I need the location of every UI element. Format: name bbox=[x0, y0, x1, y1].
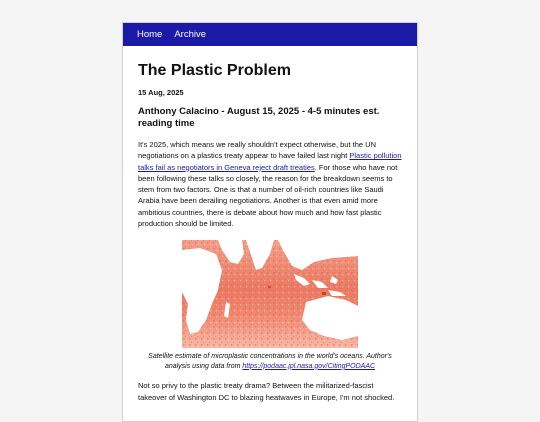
caption-text: Satellite estimate of microplastic concentrations in the world's oceans. Author's analysis using data from bbox=[148, 353, 392, 370]
article-byline: Anthony Calacino - August 15, 2025 - 4-5 minutes est. reading time bbox=[138, 106, 380, 129]
top-nav bbox=[123, 23, 417, 46]
article-paragraph-2: Not so privy to the plastic treaty drama? Between the militarized-fascist takeover of Washington DC to blazing heatwaves in Europe, I'm not shocked. bbox=[138, 381, 395, 402]
article-title: The Plastic Problem bbox=[138, 62, 291, 79]
nav-home-link[interactable]: Home bbox=[137, 29, 163, 40]
nav-archive-link[interactable]: Archive bbox=[174, 29, 207, 40]
microplastic-map-image bbox=[182, 240, 358, 348]
article-content bbox=[123, 61, 417, 403]
paragraph-1-text-before: It's 2025, which means we really shouldn't expect otherwise, but the UN negotiations on a plastics treaty appear to have failed last night bbox=[138, 140, 376, 161]
article-date: 15 Aug, 2025 bbox=[138, 88, 184, 97]
figure-caption bbox=[138, 352, 402, 371]
paragraph-1-text-after: . For those who have not been following these talks so closely, the reason for the breakdown seems to stem from two factors. One is that a number of oil-rich countries like Saudi Arabia have been derailing negotiations. Another is that even amid more ambitious countries, there is debate about how much and how fast plastic production should be limited. bbox=[138, 162, 398, 229]
article-page bbox=[122, 22, 418, 422]
microplastic-figure bbox=[138, 240, 402, 371]
article-paragraph-1 bbox=[138, 139, 402, 229]
podaac-link[interactable]: https://podaac.jpl.nasa.gov/CitingPODAAC bbox=[242, 362, 376, 370]
plastic-talks-link[interactable]: Plastic pollution talks fail as negotiators in Geneva reject draft treaties bbox=[138, 151, 402, 172]
